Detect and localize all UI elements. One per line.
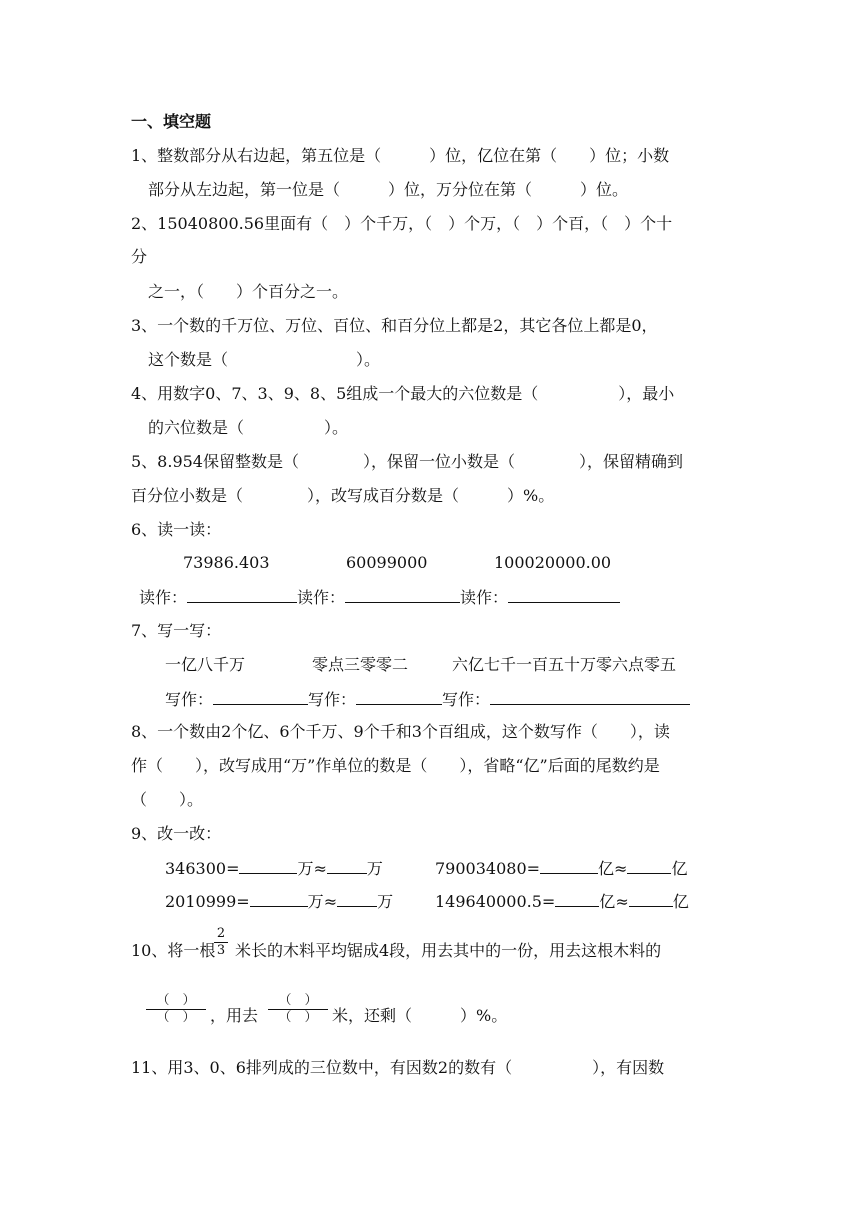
q9-row-c xyxy=(165,891,393,912)
q8-line2: 作（ ），改写成用“万”作单位的数是（ ），省略“亿”后面的尾数约是 xyxy=(131,756,660,775)
q4-line2: 的六位数是（ ）。 xyxy=(148,418,349,437)
q5-line1: 5、8.954保留整数是（ ），保留一位小数是（ ），保留精确到 xyxy=(131,452,683,471)
q9-row-d xyxy=(435,891,689,912)
write-label-1: 写作： xyxy=(165,690,214,709)
answer-blank[interactable] xyxy=(490,689,690,705)
q10-line1-pre: 10、将一根 xyxy=(131,941,216,960)
approx-sign: ≈ xyxy=(313,859,327,878)
q7-word-1: 一亿八千万 xyxy=(165,655,246,674)
q7-word-3: 六亿七千一百五十万零六点零五 xyxy=(452,655,677,674)
q7-write-row xyxy=(165,689,690,710)
answer-blank[interactable] xyxy=(508,587,620,603)
q8-line1: 8、一个数由2个亿、6个千万、9个千和3个百组成，这个数写作（ ），读 xyxy=(131,722,670,741)
unit-wan: 万 xyxy=(377,892,394,911)
answer-blank[interactable] xyxy=(540,858,598,874)
unit-yi: 亿 xyxy=(598,859,615,878)
q8-line3: （ ）。 xyxy=(131,790,204,809)
q3-line2: 这个数是（ ）。 xyxy=(148,350,381,369)
unit-yi: 亿 xyxy=(599,892,616,911)
fraction-denominator-blank: （ ） xyxy=(156,1010,196,1025)
answer-blank[interactable] xyxy=(187,587,297,603)
q10-line2-tail: 米，还剩（ ）%。 xyxy=(332,1006,508,1025)
q10-line1-post: 米长的木料平均锯成4段，用去其中的一份，用去这根木料的 xyxy=(235,941,662,960)
unit-wan: 万 xyxy=(297,859,314,878)
q9-expr-a: 346300= xyxy=(165,859,240,878)
answer-blank[interactable] xyxy=(213,689,308,705)
q6-number-2: 60099000 xyxy=(346,553,428,572)
fraction-denominator: 3 xyxy=(216,943,226,958)
read-label-3: 读作： xyxy=(460,588,509,607)
q5-line2: 百分位小数是（ ），改写成百分数是（ ）%。 xyxy=(131,486,555,505)
q1-line2: 部分从左边起，第一位是（ ）位，万分位在第（ ）位。 xyxy=(148,180,629,199)
q10-line2-mid: ，用去 xyxy=(210,1006,259,1025)
approx-sign: ≈ xyxy=(614,859,628,878)
write-label-3: 写作： xyxy=(442,690,491,709)
answer-blank[interactable] xyxy=(239,858,297,874)
fraction-denominator-blank: （ ） xyxy=(278,1010,318,1025)
q4-line1: 4、用数字0、7、3、9、8、5组成一个最大的六位数是（ ），最小 xyxy=(131,384,675,403)
q9-row-a xyxy=(165,858,383,879)
q9-row-b xyxy=(435,858,687,879)
answer-blank[interactable] xyxy=(356,689,442,705)
section-title: 一、填空题 xyxy=(131,112,212,131)
unit-yi: 亿 xyxy=(672,892,689,911)
unit-yi: 亿 xyxy=(671,859,688,878)
q2-line3: 之一，（ ）个百分之一。 xyxy=(148,282,349,301)
q6-title: 6、读一读： xyxy=(131,520,222,539)
answer-fraction-1[interactable] xyxy=(146,994,206,1025)
answer-blank[interactable] xyxy=(627,858,671,874)
q3-line1: 3、一个数的千万位、万位、百位、和百分位上都是2，其它各位上都是0， xyxy=(131,316,658,335)
q9-expr-b: 790034080= xyxy=(435,859,541,878)
q9-title: 9、改一改： xyxy=(131,824,222,843)
q1-line1: 1、整数部分从右边起，第五位是（ ）位，亿位在第（ ）位；小数 xyxy=(131,146,670,165)
read-label-2: 读作： xyxy=(297,588,346,607)
q2-line2: 分 xyxy=(131,247,148,266)
unit-wan: 万 xyxy=(307,892,324,911)
q6-read-row xyxy=(139,587,620,608)
fraction-numerator-blank: （ ） xyxy=(278,993,318,1008)
q7-word-2: 零点三零零二 xyxy=(312,655,409,674)
q11-line1: 11、用3、0、6排列成的三位数中，有因数2的数有（ ），有因数 xyxy=(131,1058,665,1077)
answer-blank[interactable] xyxy=(345,587,460,603)
approx-sign: ≈ xyxy=(323,892,338,911)
unit-wan: 万 xyxy=(366,859,383,878)
fraction-numerator: 2 xyxy=(216,926,226,941)
answer-fraction-2[interactable] xyxy=(268,994,328,1025)
q9-expr-c: 2010999= xyxy=(165,892,250,911)
answer-blank[interactable] xyxy=(337,891,377,907)
answer-blank[interactable] xyxy=(250,891,308,907)
q7-title: 7、写一写： xyxy=(131,621,222,640)
q6-number-1: 73986.403 xyxy=(183,553,270,572)
answer-blank[interactable] xyxy=(555,891,599,907)
q2-line1: 2、15040800.56里面有（ ）个千万，（ ）个万，（ ）个百，（ ）个十 xyxy=(131,214,673,233)
fraction-two-thirds xyxy=(214,927,228,958)
approx-sign: ≈ xyxy=(615,892,629,911)
q9-expr-d: 149640000.5= xyxy=(435,892,556,911)
answer-blank[interactable] xyxy=(629,891,673,907)
write-label-2: 写作： xyxy=(308,690,357,709)
q6-number-3: 100020000.00 xyxy=(494,553,612,572)
fraction-numerator-blank: （ ） xyxy=(156,993,196,1008)
read-label-1: 读作： xyxy=(139,588,188,607)
answer-blank[interactable] xyxy=(327,858,367,874)
